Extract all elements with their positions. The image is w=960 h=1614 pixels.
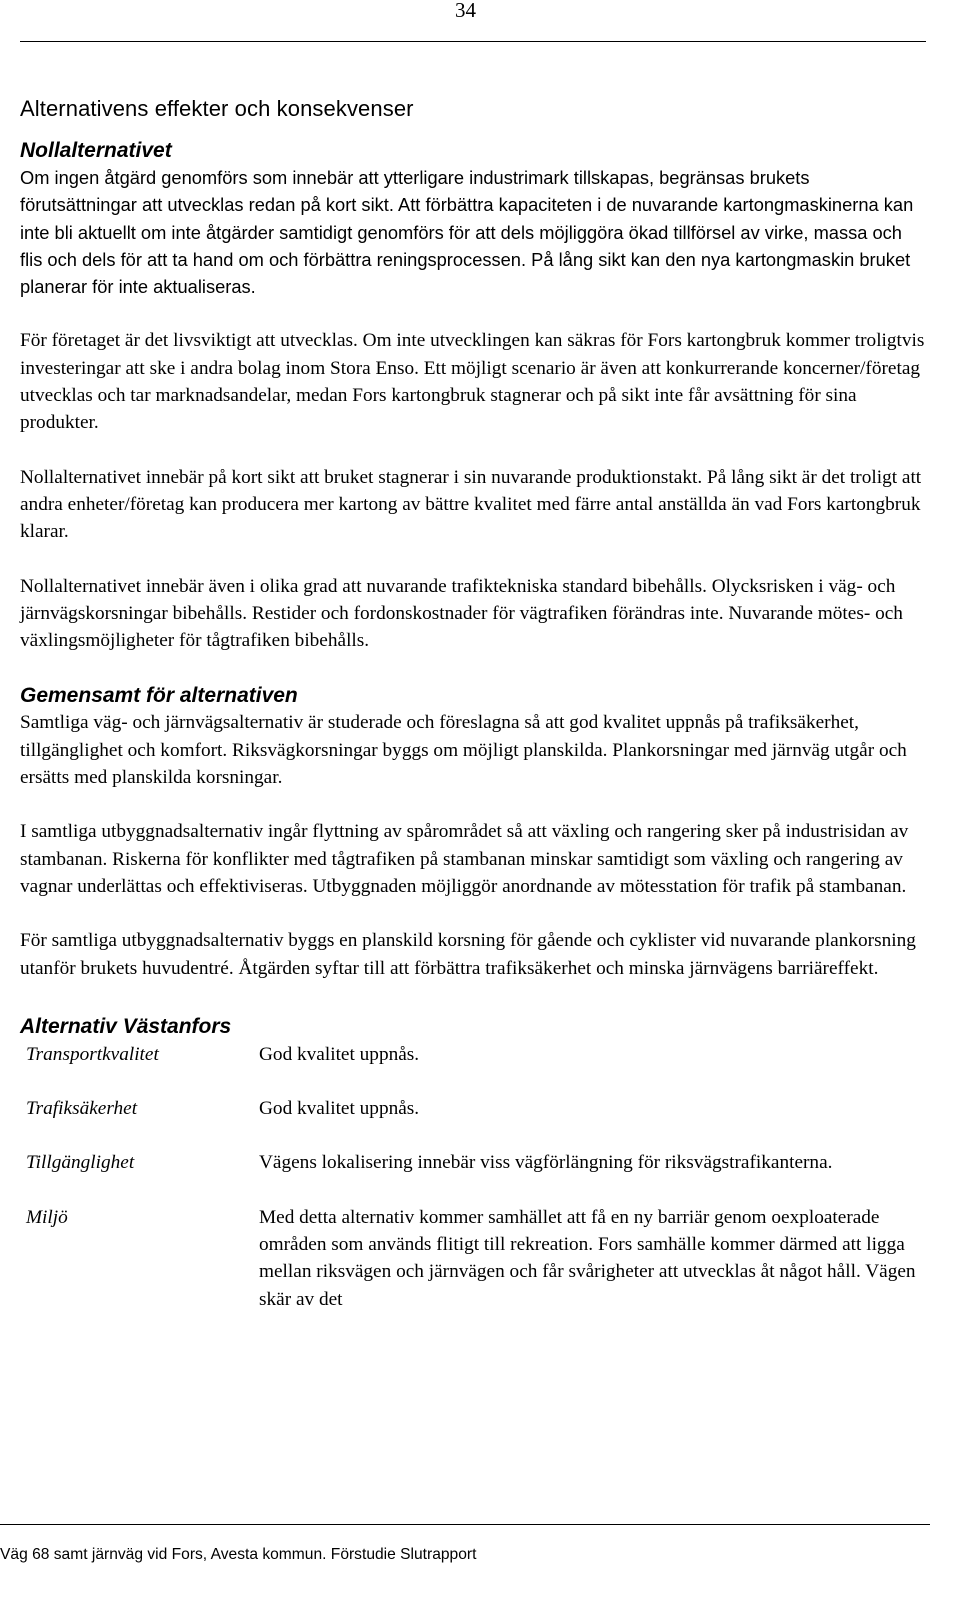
paragraph-nollalternativet-3: Nollalternativet innebär på kort sikt att bruket stagnerar i sin nuvarande produktionstakt. På lång sikt är det troligt att andra enheter/företag kan producera mer kartong av bättre kvalitet med färre antal anställda än vad Fors kartongbruk klarar. xyxy=(20,466,922,543)
alt-term: Miljö xyxy=(26,1206,68,1228)
page-title: Alternativens effekter och konsekvenser xyxy=(20,96,414,121)
alt-term: Tillgänglighet xyxy=(26,1152,135,1174)
footer-rule xyxy=(0,1524,930,1525)
alt-row-miljo xyxy=(20,1204,925,1313)
paragraph-gemensamt-3: För samtliga utbyggnadsalternativ byggs en planskild korsning för gående och cyklister vid nuvarande plankorsning utanför brukets huvudentré. Åtgärden syftar till att förbättra trafiksäkerhet och minska järnvägens barriäreffekt. xyxy=(20,930,916,979)
alt-term: Transportkvalitet xyxy=(26,1043,159,1065)
document-body xyxy=(20,95,925,1313)
paragraph-nollalternativet-intro xyxy=(20,164,925,300)
footer-text: Väg 68 samt järnväg vid Fors, Avesta kommun. Förstudie Slutrapport xyxy=(0,1546,477,1563)
page-number: 34 xyxy=(455,0,476,22)
paragraph-nollalternativet-2: För företaget är det livsviktigt att utvecklas. Om inte utvecklingen kan säkras för Fors kartongbruk kommer troligtvis investeringar att ske i andra bolag inom Stora Enso. Ett möjligt scenario är även att konkurrerande koncerner/företag utvecklas och tar marknadsandelar, medan Fors kartongbruk stagnerar och på sikt inte får avsättning för sina produkter. xyxy=(20,330,925,434)
section-heading-nollalternativet: Nollalternativet xyxy=(20,139,172,162)
alt-desc: God kvalitet uppnås. xyxy=(259,1098,420,1120)
alt-desc: Med detta alternativ kommer samhället att få en ny barriär genom oexploaterade områden som används flitigt till rekreation. Fors samhälle kommer därmed att ligga mellan riksvägen och järnvägen och får svårigheter att utvecklas åt något håll. Vägen skär av det xyxy=(259,1206,916,1310)
intro-continued-text: Att förbättra kapaciteten i de nuvarande kartongmaskinerna kan inte bli aktuellt om inte åtgärder samtidigt genomförs för att dels möjliggöra ökad tillförsel av virke, massa och flis och dels för att ta hand om och förbättra reningsprocessen. xyxy=(20,194,914,270)
alt-row-trafiksakerhet xyxy=(20,1095,925,1122)
paragraph-nollalternativet-4: Nollalternativet innebär även i olika grad att nuvarande trafiktekniska standard bibehålls. Olycksrisken i väg- och järnvägskorsningar bibehålls. Restider och fordonskostnader för vägtrafiken förändras inte. Nuvarande mötes- och växlingsmöjligheter för tågtrafiken bibehålls. xyxy=(20,575,903,652)
intro-sans-text: Om ingen åtgärd genomförs som innebär att ytterligare industrimark tillskapas, begränsas brukets förutsättningar att utvecklas redan på kort sikt. xyxy=(20,167,810,216)
alt-term: Trafiksäkerhet xyxy=(26,1098,138,1120)
alt-desc: God kvalitet uppnås. xyxy=(259,1043,420,1065)
intro-tail-text: På lång sikt kan den nya kartongmaskin bruket planerar för inte aktualiseras. xyxy=(20,248,911,298)
alt-row-tillganglighet xyxy=(20,1149,925,1176)
section-heading-vastanfors: Alternativ Västanfors xyxy=(20,1014,232,1038)
paragraph-gemensamt-2: I samtliga utbyggnadsalternativ ingår flyttning av spårområdet så att växling och rangering sker på industrisidan av stambanan. Riskerna för konflikter med tågtrafiken på stambanan minskar samtidigt som växling och rangering av vagnar underlättas och effektiviseras. Utbyggnaden möjliggör anordnande av mötesstation för trafik på stambanan. xyxy=(20,821,909,897)
alt-desc: Vägens lokalisering innebär viss vägförlängning för riksvägstrafikanterna. xyxy=(259,1152,833,1174)
paragraph-gemensamt-1: Samtliga väg- och järnvägsalternativ är studerade och föreslagna så att god kvalitet uppnås på trafiksäkerhet, tillgänglighet och komfort. Riksvägkorsningar byggs om möjligt planskilda. Plankorsningar med järnväg utgår och ersätts med planskilda korsningar. xyxy=(20,712,907,789)
section-heading-gemensamt: Gemensamt för alternativen xyxy=(20,684,298,708)
alt-row-transportkvalitet xyxy=(20,1041,925,1068)
header-rule xyxy=(20,41,926,42)
